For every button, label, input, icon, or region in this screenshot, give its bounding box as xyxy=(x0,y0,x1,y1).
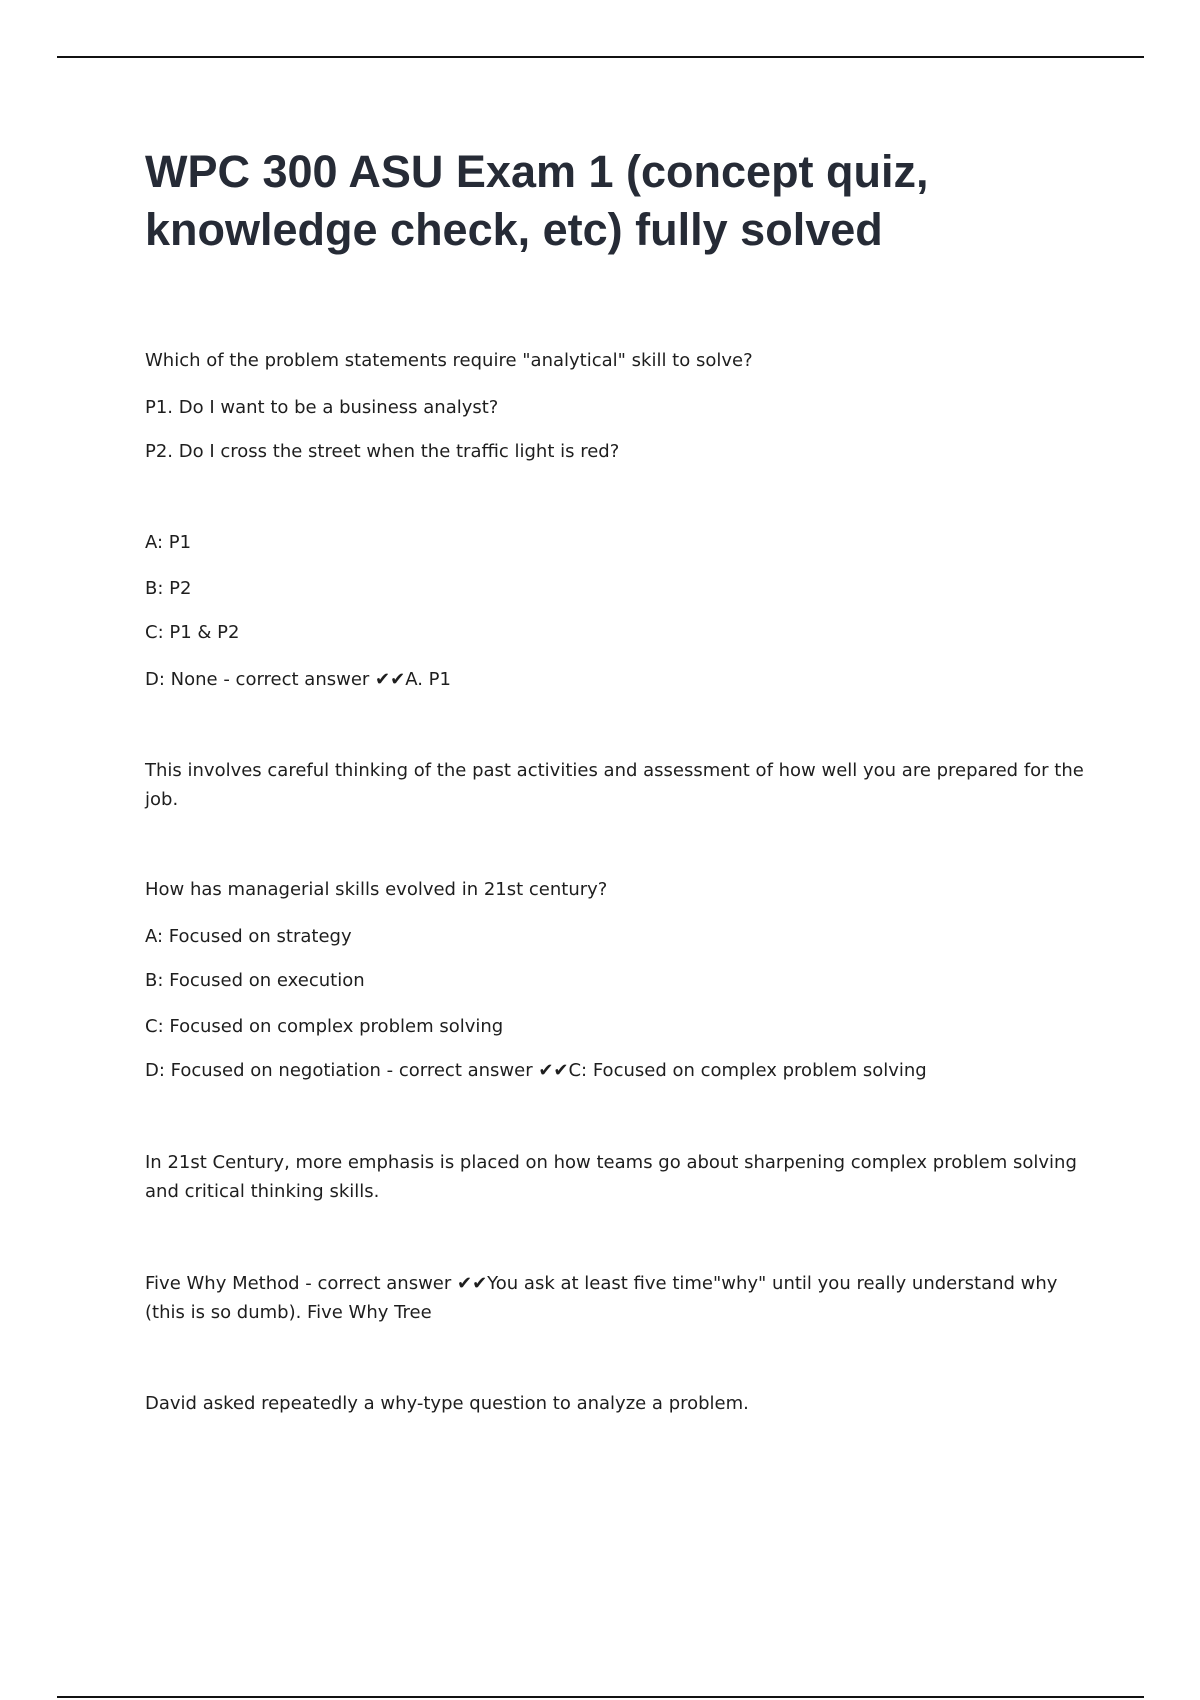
question-1-option-b: B: P2 xyxy=(145,578,192,599)
question-1-statement-p1: P1. Do I want to be a business analyst? xyxy=(145,397,499,418)
question-2-text: How has managerial skills evolved in 21st century? xyxy=(145,879,608,900)
question-1-option-c: C: P1 & P2 xyxy=(145,622,240,643)
question-1-text: Which of the problem statements require "analytical" skill to solve? xyxy=(145,350,753,371)
question-2-option-b: B: Focused on execution xyxy=(145,970,365,991)
bottom-divider xyxy=(57,1696,1144,1698)
document-title: WPC 300 ASU Exam 1 (concept quiz, knowledge check, etc) fully solved xyxy=(145,146,929,255)
question-2-option-c: C: Focused on complex problem solving xyxy=(145,1016,504,1037)
twenty-first-century-note: In 21st Century, more emphasis is placed on how teams go about sharpening complex problem solving and critical thinking skills. xyxy=(145,1152,1077,1202)
top-divider xyxy=(57,56,1144,58)
david-why-question: David asked repeatedly a why-type question to analyze a problem. xyxy=(145,1393,749,1414)
reflection-definition: This involves careful thinking of the past activities and assessment of how well you are prepared for the job. xyxy=(145,760,1084,810)
question-1-option-d-answer: D: None - correct answer ✔✔A. P1 xyxy=(145,669,451,690)
question-2-option-a: A: Focused on strategy xyxy=(145,926,352,947)
question-1-statement-p2: P2. Do I cross the street when the traffic light is red? xyxy=(145,441,620,462)
question-1-option-a: A: P1 xyxy=(145,532,192,553)
question-2-option-d-answer: D: Focused on negotiation - correct answer ✔✔C: Focused on complex problem solving xyxy=(145,1060,927,1081)
five-why-method-answer: Five Why Method - correct answer ✔✔You ask at least five time"why" until you really understand why (this is so dumb). Five Why Tree xyxy=(145,1273,1058,1323)
